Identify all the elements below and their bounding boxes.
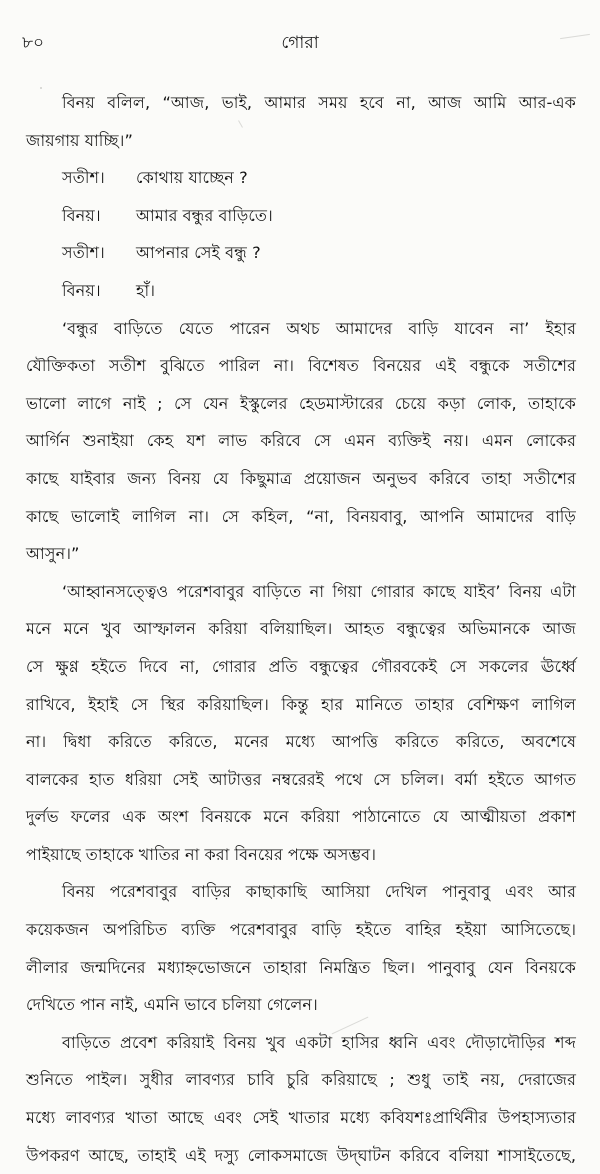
dialogue-text: হাঁ।	[136, 280, 155, 300]
running-title: গোরা	[281, 33, 319, 53]
paragraph-first-line: বাড়িতে প্রবেশ করিয়াই বিনয় খুব একটা হাসির ধ্বনি এবং দৌড়াদৌড়ির শব্দ	[62, 1032, 576, 1052]
text-line: সে ক্ষুণ্ণ হইতে দিবে না, গোরার প্রতি বন্ধুত্বের গৌরবকেই সে সকলের ঊর্ধ্বে	[26, 656, 576, 676]
text-line: মনে মনে খুব আস্ফালন করিয়া বলিয়াছিল। আহত বন্ধুত্বের অভিমানকে আজ	[26, 619, 576, 639]
text-line: বালকের হাত ধরিয়া সেই আটাত্তর নম্বরেরই পথে সে চলিল। বর্মা হইতে আগত	[26, 769, 576, 789]
text-line: আর্গিন শুনাইয়া কেহ যশ লাভ করিবে সে এমন ব্যক্তিই নয়। এমন লোকের	[26, 431, 576, 451]
speaker-name: বিনয়।	[62, 280, 101, 300]
paragraph-first-line: ‘বন্ধুর বাড়িতে যেতে পারেন অথচ আমাদের বাড়ি যাবেন না’ ইহার	[62, 318, 576, 338]
page-number: ৮০	[22, 33, 45, 53]
text-line: উপকরণ আছে, তাহাই এই দস্যু লোকসমাজে উদ্‌ঘাটন করিবে বলিয়া শাসাইতেছে,	[26, 1145, 576, 1165]
text-line: লীলার জন্মদিনের মধ্যাহ্নভোজনে তাহারা নিমন্ত্রিত ছিল। পানুবাবু যেন বিনয়কে	[26, 957, 576, 977]
text-line: কয়েকজন অপরিচিত ব্যক্তি পরেশবাবুর বাড়ি হইতে বাহির হইয়া আসিতেছে।	[26, 920, 576, 940]
dialogue-line	[26, 272, 576, 310]
text-line: মধ্যে লাবণ্যর খাতা আছে এবং সেই খাতার মধ্যে কবিযশঃপ্রার্থিনীর উপহাস্যতার	[26, 1108, 576, 1128]
dialogue-text: আমার বন্ধুর বাড়িতে।	[136, 205, 273, 225]
speaker-name: বিনয়।	[62, 205, 101, 225]
page-header	[22, 30, 578, 56]
paragraph-first-line: বিনয় পরেশবাবুর বাড়ির কাছাকাছি আসিয়া দেখিল পানুবাবু এবং আর	[62, 882, 576, 902]
text-line: আসুন।”	[26, 544, 80, 564]
text-line: কাছে যাইবার জন্য বিনয় যে কিছুমাত্র প্রয়োজন অনুভব করিবে তাহা সতীশের	[26, 468, 576, 488]
dialogue-line	[26, 197, 576, 235]
text-line: রাখিবে, ইহাই সে স্থির করিয়াছিল। কিন্তু হার মানিতে তাহার বেশিক্ষণ লাগিল	[26, 694, 576, 714]
speaker-name: সতীশ।	[62, 168, 105, 188]
text-line: পাইয়াছে তাহাকে খাতির না করা বিনয়ের পক্ষে অসম্ভব।	[26, 844, 376, 864]
text-line: ভালো লাগে নাই ; সে যেন ইস্কুলের হেডমাস্টারের চেয়ে কড়া লোক, তাহাকে	[26, 393, 576, 413]
paragraph-first-line: বিনয় বলিল, “আজ, ভাই, আমার সময় হবে না, আজ আমি আর-এক	[62, 93, 576, 112]
text-line: দুর্লভ ফলের এক অংশ বিনয়কে মনে করিয়া পাঠানোতে যে আত্মীয়তা প্রকাশ	[26, 807, 576, 827]
text-line: শুনিতে পাইল। সুধীর লাবণ্যর চাবি চুরি করিয়াছে ; শুধু তাই নয়, দেরাজের	[26, 1070, 576, 1090]
speaker-name: সতীশ।	[62, 243, 105, 263]
text-line: কাছে ভালোই লাগিল না। সে কহিল, “না, বিনয়বাবু, আপনি আমাদের বাড়ি	[26, 506, 576, 526]
body-text	[26, 84, 576, 1174]
dialogue-line	[26, 159, 576, 197]
text-line: জায়গায় যাচ্ছি।”	[26, 130, 133, 150]
text-line: যৌক্তিকতা সতীশ বুঝিতে পারিল না। বিশেষত বিনয়ের এই বন্ধুকে সতীশের	[26, 356, 576, 376]
dialogue-line	[26, 234, 576, 272]
dialogue-text: কোথায় যাচ্ছেন ?	[136, 168, 248, 188]
text-line: দেখিতে পান নাই, এমনি ভাবে চলিয়া গেলেন।	[26, 995, 318, 1015]
scan-speck	[40, 87, 42, 89]
text-line: না। দ্বিধা করিতে করিতে, মনের মধ্যে আপত্তি করিতে করিতে, অবশেষে	[26, 732, 576, 752]
dialogue-text: আপনার সেই বন্ধু ?	[136, 243, 261, 263]
paragraph-first-line: ‘আহ্বানসত্ত্বেও পরেশবাবুর বাড়িতে না গিয়া গোরার কাছে যাইব’ বিনয় এটা	[62, 581, 576, 601]
